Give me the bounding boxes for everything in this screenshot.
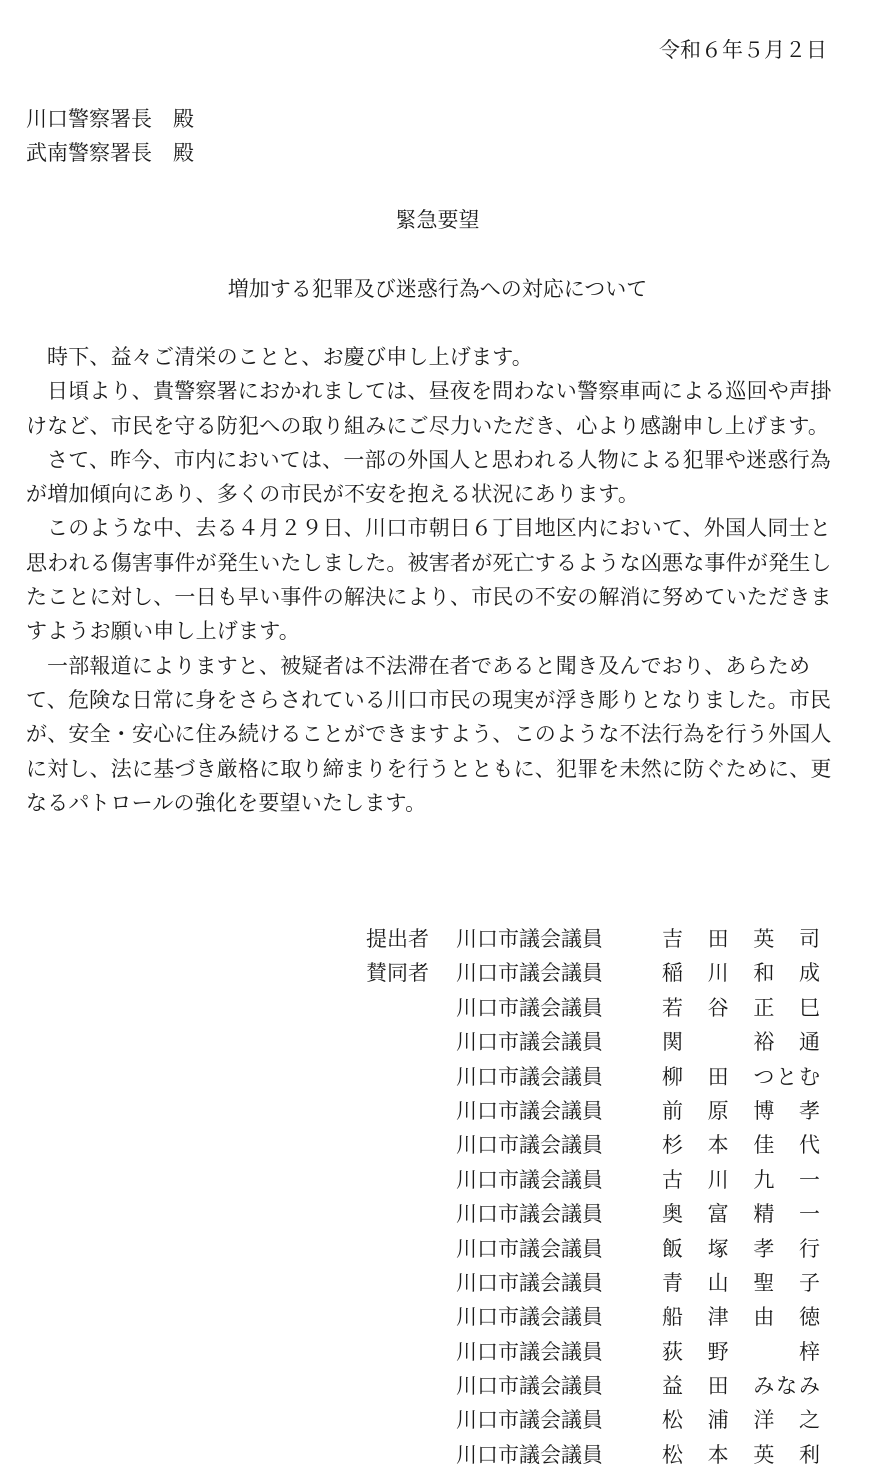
signatory-name: 若 谷 正 巳 xyxy=(662,995,820,1020)
paragraph-thanks: 日頃より、貴警察署におかれましては、昼夜を問わない警察車両による巡回や声掛けなど、市民を守る防犯への取り組みにご尽力いただき、心より感謝申し上げます。 xyxy=(26,379,832,438)
signatory-title: 川口市議会議員 xyxy=(456,1064,603,1089)
signatory-name: 吉 田 英 司 xyxy=(662,927,820,951)
signatory-name: 前 原 博 孝 xyxy=(662,1098,820,1123)
signatory-role: 賛同者 xyxy=(366,961,429,986)
document-subtitle: 増加する犯罪及び迷惑行為への対応について xyxy=(227,277,648,301)
signatory-row xyxy=(0,1266,875,1300)
signatory-name: 関 裕 通 xyxy=(662,1030,820,1055)
signatory-title: 川口市議会議員 xyxy=(456,1408,603,1433)
signatory-name: 荻 野 梓 xyxy=(662,1339,820,1364)
signatory-title: 川口市議会議員 xyxy=(456,961,603,986)
signatory-title: 川口市議会議員 xyxy=(456,1133,603,1158)
signatory-title: 川口市議会議員 xyxy=(456,1236,603,1261)
signatory-name: 青 山 聖 子 xyxy=(662,1270,820,1295)
signatory-row xyxy=(0,1300,875,1334)
signatory-title: 川口市議会議員 xyxy=(456,1098,603,1123)
signatory-title: 川口市議会議員 xyxy=(456,927,603,951)
signatory-title: 川口市議会議員 xyxy=(456,1305,603,1330)
signatory-row xyxy=(0,1163,875,1197)
signatory-name: 奥 富 精 一 xyxy=(662,1202,820,1227)
signatory-title: 川口市議会議員 xyxy=(456,1030,603,1055)
paragraph-greeting: 時下、益々ご清栄のことと、お慶び申し上げます。 xyxy=(47,345,533,369)
signatory-name: 柳 田 つとむ xyxy=(662,1064,820,1089)
paragraph-incident: このような中、去る４月２９日、川口市朝日６丁目地区内において、外国人同士と思われる傷害事件が発生いたしました。被害者が死亡するような凶悪な事件が発生したことに対し、一日も早い事件の解決により、市民の不安の解消に努めていただきますようお願い申し上げます。 xyxy=(26,516,832,644)
signatory-row xyxy=(0,1369,875,1403)
signatory-list xyxy=(0,922,875,1472)
signatory-row xyxy=(0,922,875,956)
signatory-name: 松 本 英 利 xyxy=(662,1442,820,1467)
signatory-row xyxy=(0,991,875,1025)
signatory-row xyxy=(0,1403,875,1437)
signatory-row xyxy=(0,1335,875,1369)
signatory-row xyxy=(0,1438,875,1472)
signatory-row xyxy=(0,1232,875,1266)
signatory-name: 船 津 由 徳 xyxy=(662,1305,820,1330)
signatory-row xyxy=(0,956,875,990)
document-body xyxy=(26,340,836,820)
signatory-title: 川口市議会議員 xyxy=(456,1167,603,1192)
signatory-title: 川口市議会議員 xyxy=(456,1270,603,1295)
signatory-name: 稲 川 和 成 xyxy=(662,961,820,986)
addressee-bunan-police: 武南警察署長 殿 xyxy=(26,141,194,165)
signatory-name: 飯 塚 孝 行 xyxy=(662,1236,820,1261)
signatory-title: 川口市議会議員 xyxy=(456,1374,603,1399)
signatory-role: 提出者 xyxy=(366,927,429,951)
document-title: 緊急要望 xyxy=(395,208,480,232)
signatory-row xyxy=(0,1197,875,1231)
signatory-title: 川口市議会議員 xyxy=(456,995,603,1020)
signatory-name: 松 浦 洋 之 xyxy=(662,1408,820,1433)
document-date: 令和６年５月２日 xyxy=(659,38,827,62)
addressee-kawaguchi-police: 川口警察署長 殿 xyxy=(26,107,194,131)
signatory-row xyxy=(0,1128,875,1162)
signatory-name: 益 田 みなみ xyxy=(662,1374,820,1399)
paragraph-request: 一部報道によりますと、被疑者は不法滞在者であると聞き及んでおり、あらためて、危険な日常に身をさらされている川口市民の現実が浮き彫りとなりました。市民が、安全・安心に住み続けることができますよう、このような不法行為を行う外国人に対し、法に基づき厳格に取り締まりを行うとともに、犯罪を未然に防ぐために、更なるパトロールの強化を要望いたします。 xyxy=(26,653,832,815)
paragraph-situation: さて、昨今、市内においては、一部の外国人と思われる人物による犯罪や迷惑行為が増加傾向にあり、多くの市民が不安を抱える状況にあります。 xyxy=(26,447,831,507)
signatory-row xyxy=(0,1094,875,1128)
signatory-title: 川口市議会議員 xyxy=(456,1339,603,1364)
signatory-row xyxy=(0,1025,875,1059)
signatory-title: 川口市議会議員 xyxy=(456,1202,603,1227)
signatory-title: 川口市議会議員 xyxy=(456,1442,603,1467)
signatory-name: 杉 本 佳 代 xyxy=(662,1133,820,1158)
signatory-row xyxy=(0,1060,875,1094)
signatory-name: 古 川 九 一 xyxy=(662,1167,820,1192)
